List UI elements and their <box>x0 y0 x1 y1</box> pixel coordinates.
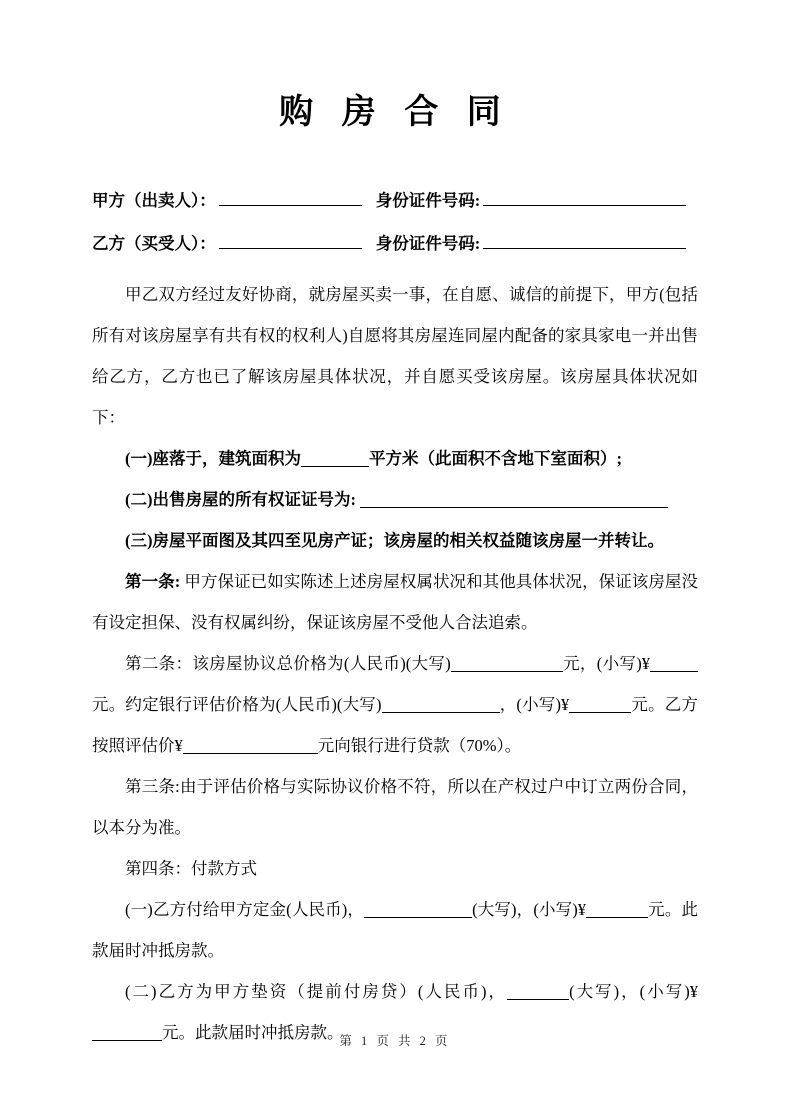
blank-field <box>360 493 668 508</box>
blank-field <box>586 903 648 918</box>
text-run: 平方米（此面积不含地下室面积）; <box>369 449 622 469</box>
paragraph-article-2 <box>92 643 698 766</box>
text-run: (大写)，(小写)¥ <box>472 900 587 920</box>
text-run: 元，(小写)¥ <box>562 654 650 674</box>
text-run: (二)乙方为甲方垫资（提前付房贷）(人民币)， <box>125 982 508 1002</box>
seller-label: 甲方（出卖人）： <box>92 191 216 211</box>
blank-field <box>507 985 569 1000</box>
party-section <box>92 187 698 273</box>
blank-field <box>451 657 563 672</box>
blank-field <box>301 452 369 467</box>
paragraph-clause-1 <box>92 438 698 479</box>
text-run: 第三条:由于评估价格与实际协议价格不符，所以在产权过户中订立两份合同，以本分为准。 <box>92 777 698 838</box>
text-run: (一)乙方付给甲方定金(人民币)， <box>125 900 365 920</box>
text-run: ，(小写)¥ <box>499 695 570 715</box>
paragraph-payment-1 <box>92 889 698 971</box>
blank-field <box>183 739 318 754</box>
text-run: 第一条: <box>125 572 185 592</box>
party-row-seller <box>92 187 698 230</box>
blank-field <box>650 657 698 672</box>
buyer-name-blank <box>219 234 362 249</box>
paragraph-article-3 <box>92 766 698 848</box>
text-run: (三)房屋平面图及其四至见房产证；该房屋的相关权益随该房屋一并转让。 <box>125 531 664 551</box>
blank-field <box>364 903 472 918</box>
contract-body <box>92 274 698 1053</box>
text-run: 元。乙方按照评估价¥ <box>92 695 698 756</box>
text-run: 元。此款届时冲抵房款。 <box>92 900 698 961</box>
text-run: 元。此款届时冲抵房款。 <box>162 1023 344 1043</box>
text-run: (大写)，(小写)¥ <box>569 982 698 1002</box>
blank-field <box>382 698 500 713</box>
text-run: 第二条：该房屋协议总价格为(人民币)(大写) <box>125 654 451 674</box>
seller-id-label: 身份证件号码: <box>375 191 481 211</box>
text-run: 甲乙双方经过友好协商，就房屋买卖一事，在自愿、诚信的前提下，甲方(包括所有对该房屋享有共有权的权利人)自愿将其房屋连同屋内配备的家具家电一并出售给乙方，乙方也已了解该房屋具体状况，并自愿买受该房屋。该房屋具体状况如下： <box>92 285 698 428</box>
text-run: (二)出售房屋的所有权证证号为: <box>125 490 361 510</box>
text-run: (一)座落于，建筑面积为 <box>125 449 301 469</box>
paragraph-article-1 <box>92 561 698 643</box>
buyer-label: 乙方（买受人）： <box>92 234 216 254</box>
text-run: 元。约定银行评估价格为(人民币)(大写) <box>92 695 382 715</box>
text-run: 元向银行进行贷款（70%）。 <box>317 736 522 756</box>
seller-id-blank <box>483 191 686 206</box>
blank-field <box>569 698 631 713</box>
party-row-buyer <box>92 230 698 273</box>
buyer-id-blank <box>483 234 686 249</box>
seller-name-blank <box>219 191 362 206</box>
paragraph-intro <box>92 274 698 438</box>
page-content <box>92 0 698 1053</box>
paragraph-clause-3 <box>92 520 698 561</box>
buyer-id-label: 身份证件号码: <box>375 234 481 254</box>
paragraph-article-4 <box>92 848 698 889</box>
paragraph-clause-2 <box>92 479 698 520</box>
document-title: 购 房 合 同 <box>279 94 511 131</box>
text-run: 甲方保证已如实陈述上述房屋权属状况和其他具体状况，保证该房屋没有设定担保、没有权属纠纷，保证该房屋不受他人合法追索。 <box>92 572 699 633</box>
page-number: 第 1 页 共 2 页 <box>339 1034 451 1048</box>
text-run: 第四条：付款方式 <box>125 859 257 879</box>
